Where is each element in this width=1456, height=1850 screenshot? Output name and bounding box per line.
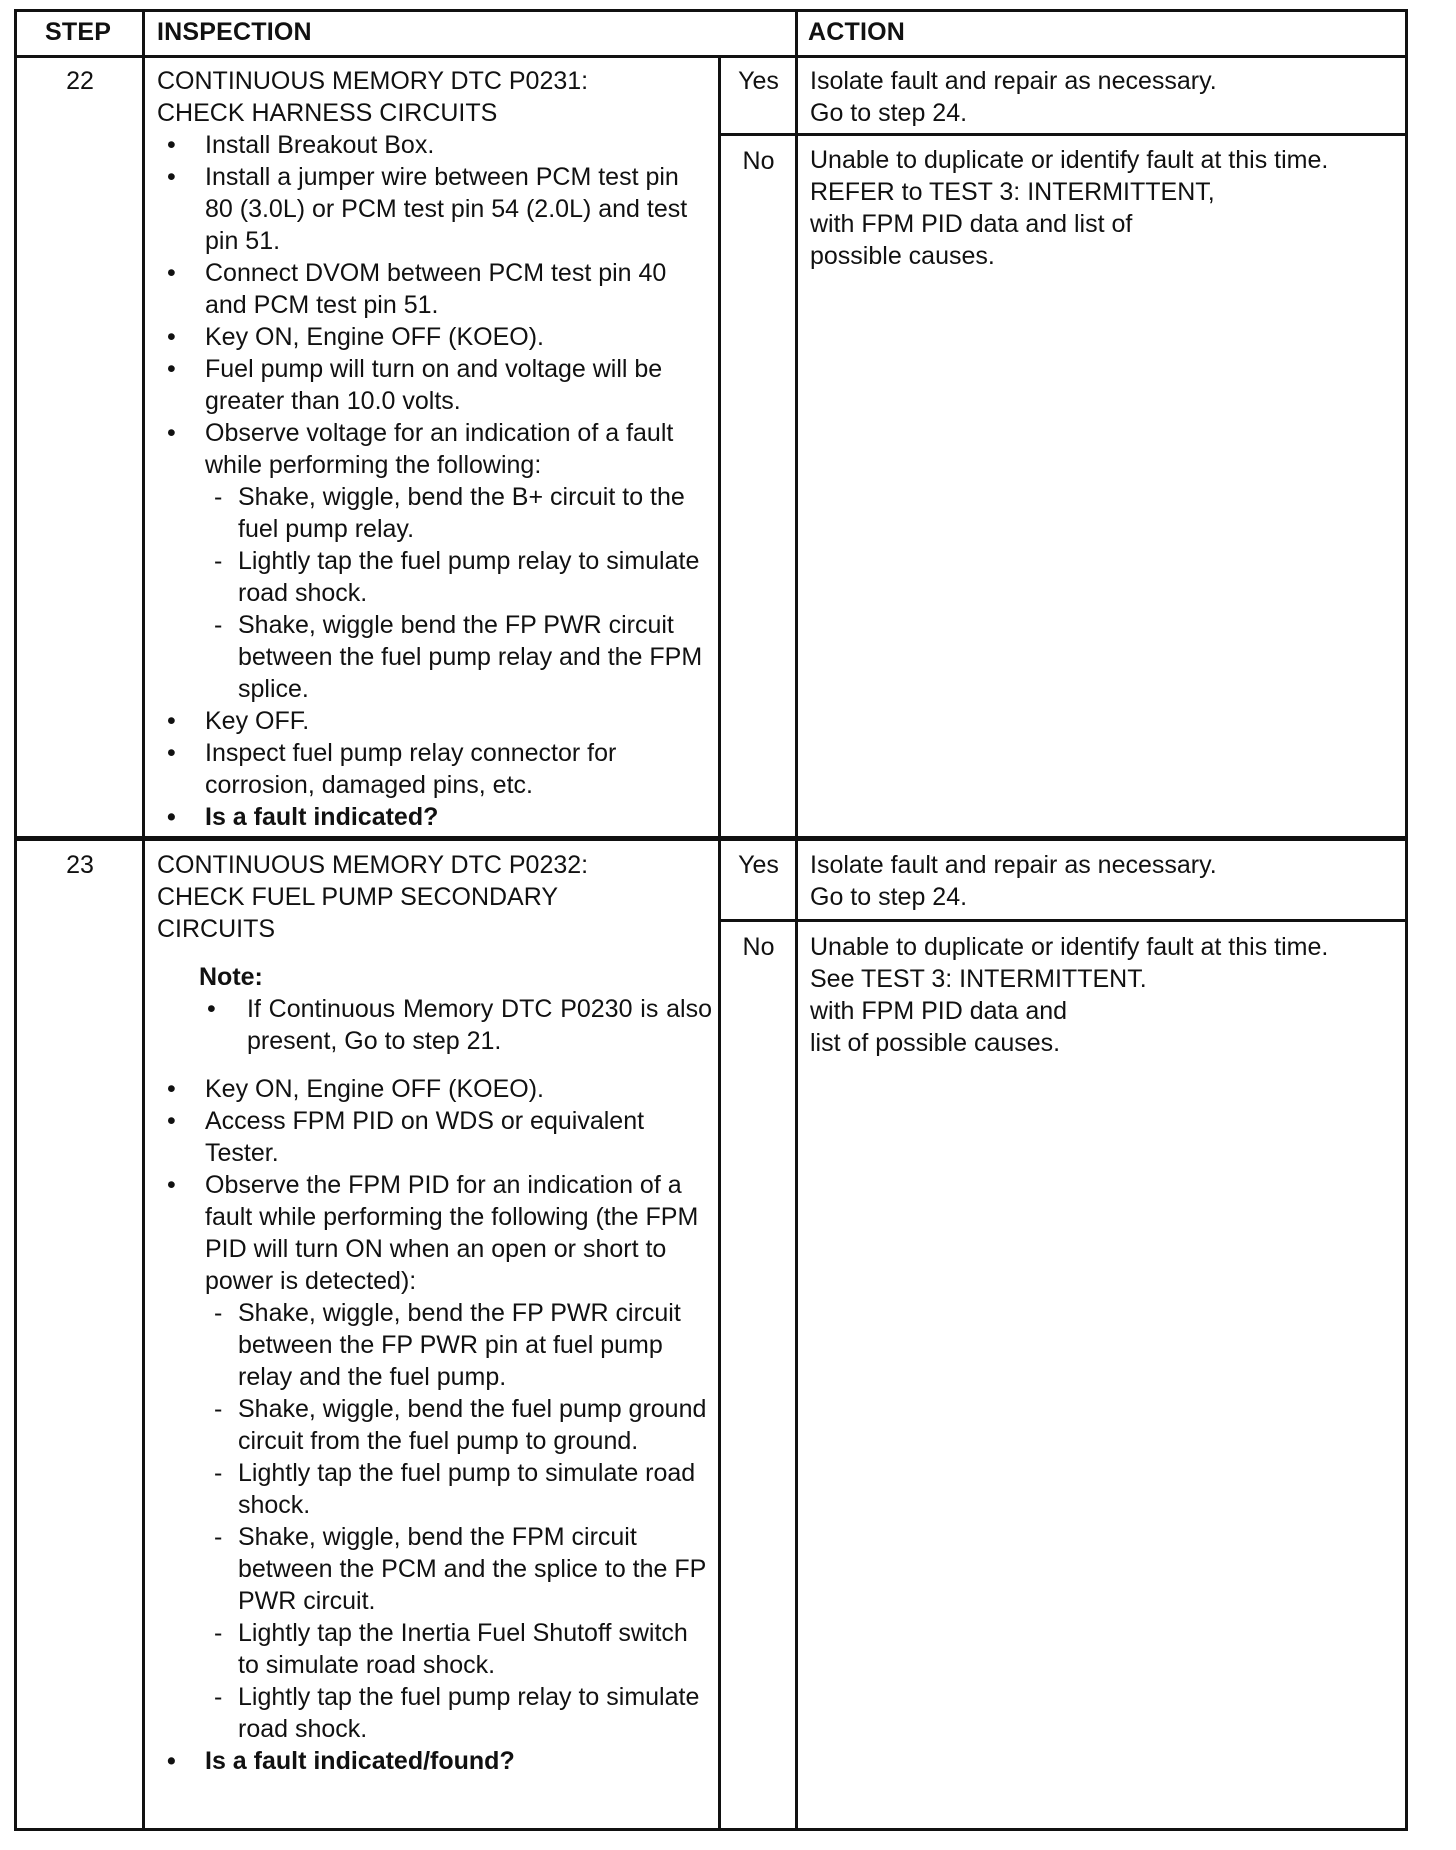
yes-label: Yes <box>738 67 779 95</box>
sub-steps <box>205 481 712 705</box>
row22-yes-no-rule <box>720 133 1408 136</box>
question-item: • Is a fault indicated? <box>157 801 712 833</box>
inspection-cell <box>157 849 712 1777</box>
yes-action: Isolate fault and repair as necessary. Go to step 24. <box>810 851 1217 911</box>
question-item: • Is a fault indicated/found? <box>157 1745 712 1777</box>
step-header: STEP <box>45 18 112 46</box>
no-action: Unable to duplicate or identify fault at this time. See TEST 3: INTERMITTENT. with FPM PID data and list of possible causes. <box>810 933 1329 1057</box>
list-item: • Inspect fuel pump relay connector for corrosion, damaged pins, etc. <box>157 737 712 801</box>
sub-item: - Lightly tap the fuel pump relay to simulate road shock. <box>205 545 712 609</box>
list-item: • Observe voltage for an indication of a fault while performing the following: - Shake, wiggle, bend the B+ circuit to the fuel pump relay. - Lightly tap the fuel pump relay to simulate road shock. - Shake, wiggle bend the FP PWR circuit between the fuel pump relay and the FPM splice. <box>157 417 712 705</box>
inspection-steps <box>157 1073 712 1777</box>
list-item: • Key OFF. <box>157 705 712 737</box>
inspection-title: CONTINUOUS MEMORY DTC P0231: CHECK HARNESS CIRCUITS <box>157 67 589 127</box>
sub-item: - Shake, wiggle, bend the fuel pump ground circuit from the fuel pump to ground. <box>205 1393 712 1457</box>
list-item: • Connect DVOM between PCM test pin 40 and PCM test pin 51. <box>157 257 712 321</box>
note-title: Note: <box>199 963 263 991</box>
list-item: • Key ON, Engine OFF (KOEO). <box>157 1073 712 1105</box>
list-item: • Fuel pump will turn on and voltage will be greater than 10.0 volts. <box>157 353 712 417</box>
sub-item: - Shake, wiggle, bend the FP PWR circuit between the FP PWR pin at fuel pump relay and the fuel pump. <box>205 1297 712 1393</box>
sub-item: - Lightly tap the fuel pump to simulate road shock. <box>205 1457 712 1521</box>
row-separator <box>14 836 1408 841</box>
action-header: ACTION <box>808 18 906 46</box>
action-column-rule <box>795 9 798 1831</box>
inspection-title: CONTINUOUS MEMORY DTC P0232: CHECK FUEL PUMP SECONDARY CIRCUITS <box>157 851 589 943</box>
no-label: No <box>742 147 775 175</box>
list-item: • Observe the FPM PID for an indication of a fault while performing the following (the FPM PID will turn ON when an open or short to power is detected): - Shake, wiggle, bend the FP PWR circuit between the FP PWR pin at fuel pump relay and the fuel pump. - Shake, wiggle, bend the fuel pump ground circuit from the fuel pump to ground. - Lightly tap the fuel pump to simulate road shock. - Shake, wiggle, bend the FPM circuit between the PCM and the splice to the FP PWR circuit. - Lightly tap the Inertia Fuel Shutoff switch to simulate road shock. - Lightly tap the fuel pump relay to simulate road shock. <box>157 1169 712 1745</box>
sub-item: - Shake, wiggle, bend the B+ circuit to the fuel pump relay. <box>205 481 712 545</box>
sub-item: - Shake, wiggle bend the FP PWR circuit between the fuel pump relay and the FPM splice. <box>205 609 712 705</box>
sub-item: - Shake, wiggle, bend the FPM circuit between the PCM and the splice to the FP PWR circuit. <box>205 1521 712 1617</box>
no-label: No <box>742 933 775 961</box>
list-item: • Install Breakout Box. <box>157 129 712 161</box>
step-number: 23 <box>66 851 94 879</box>
inspection-header: INSPECTION <box>157 18 312 46</box>
note-list <box>199 993 712 1057</box>
note-item: • If Continuous Memory DTC P0230 is also present, Go to step 21. <box>199 993 712 1057</box>
inspection-cell <box>157 65 712 833</box>
inspection-steps <box>157 129 712 833</box>
sub-item: - Lightly tap the fuel pump relay to simulate road shock. <box>205 1681 712 1745</box>
sub-item: - Lightly tap the Inertia Fuel Shutoff switch to simulate road shock. <box>205 1617 712 1681</box>
sub-steps <box>205 1297 712 1745</box>
list-item: • Key ON, Engine OFF (KOEO). <box>157 321 712 353</box>
list-item: • Access FPM PID on WDS or equivalent Tester. <box>157 1105 712 1169</box>
yes-label: Yes <box>738 851 779 879</box>
header-bottom-rule <box>14 55 1408 58</box>
yes-action: Isolate fault and repair as necessary. Go to step 24. <box>810 67 1217 127</box>
step-column-rule <box>142 9 145 1831</box>
row23-yes-no-rule <box>720 919 1408 922</box>
no-action: Unable to duplicate or identify fault at this time. REFER to TEST 3: INTERMITTENT, with FPM PID data and list of possible causes. <box>810 146 1329 270</box>
list-item: • Install a jumper wire between PCM test pin 80 (3.0L) or PCM test pin 54 (2.0L) and test pin 51. <box>157 161 712 257</box>
step-number: 22 <box>66 67 94 95</box>
